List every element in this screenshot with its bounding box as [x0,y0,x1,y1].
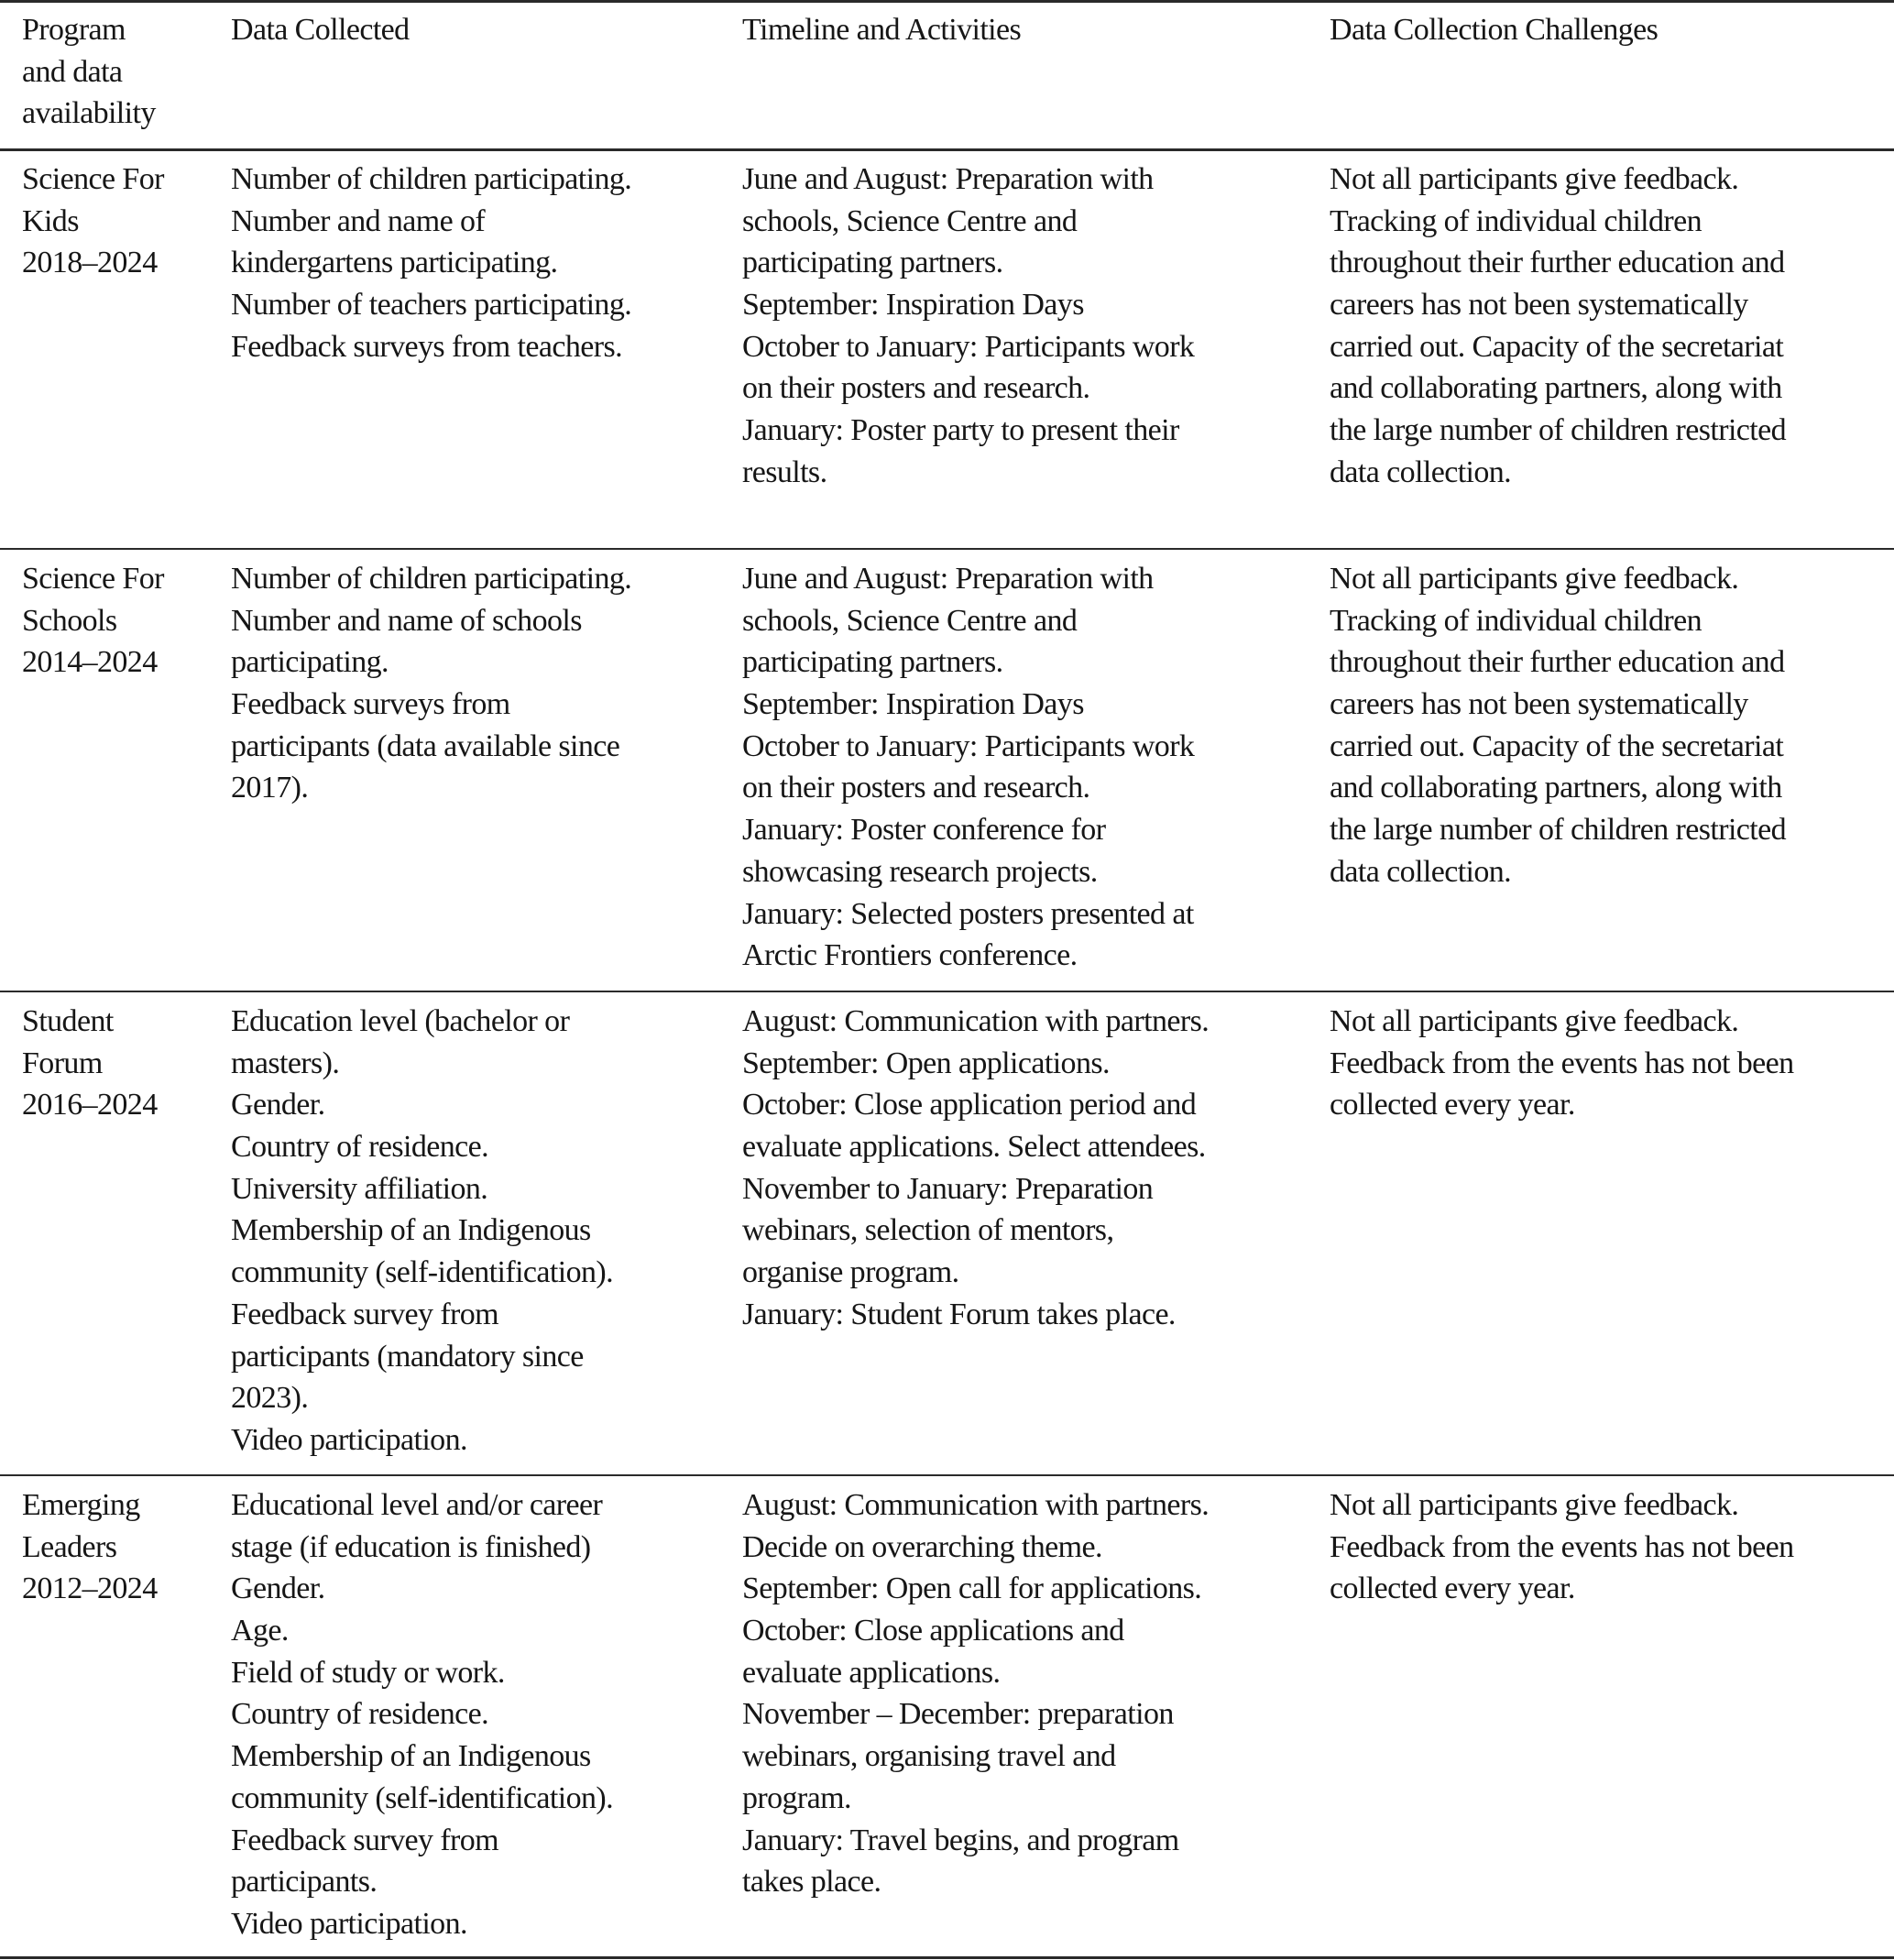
cell-line: carried out. Capacity of the secretariat [1330,728,1784,763]
cell-line: Educational level and/or career [231,1488,603,1522]
cell-line: Number and name of [231,203,486,238]
cell-line: Tracking of individual children [1330,603,1702,638]
cell-line: Student [22,1004,114,1038]
cell-line: Emerging [22,1488,140,1522]
cell-line: participating partners. [742,645,1003,680]
cell-line: Gender. [231,1088,325,1122]
cell-line: kindergartens participating. [231,246,558,280]
challenges-cell [1330,1484,1794,1610]
cell-line: September: Open applications. [742,1046,1110,1080]
cell-line: showcasing research projects. [742,854,1098,889]
challenges-cell [1330,1001,1794,1126]
cell-line: webinars, selection of mentors, [742,1213,1114,1248]
cell-line: Timeline and Activities [742,13,1022,47]
cell-line: 2023). [231,1381,309,1416]
row-divider [0,991,1894,992]
cell-line: masters). [231,1046,340,1080]
cell-line: Age. [231,1614,289,1648]
cell-line: Program [22,13,126,47]
cell-line: throughout their further education and [1330,246,1785,280]
cell-line: January: Poster conference for [742,813,1106,848]
cell-line: Membership of an Indigenous [231,1739,591,1774]
cell-line: 2012–2024 [22,1571,158,1606]
timeline-cell [742,1484,1209,1903]
cell-line: evaluate applications. Select attendees. [742,1130,1206,1165]
cell-line: Arctic Frontiers conference. [742,938,1078,973]
cell-line: Not all participants give feedback. [1330,1004,1739,1038]
cell-line: Data Collected [231,13,410,47]
row-divider [0,548,1894,550]
cell-line: Number and name of schools [231,603,582,638]
cell-line: Number of teachers participating. [231,288,632,323]
cell-line: Feedback surveys from [231,687,510,722]
cell-line: on their posters and research. [742,371,1090,406]
header-program [22,9,156,135]
cell-line: webinars, organising travel and [742,1739,1116,1774]
cell-line: availability [22,96,156,131]
cell-line: January: Travel begins, and program [742,1823,1179,1857]
timeline-cell [742,159,1194,494]
cell-line: University affiliation. [231,1171,488,1206]
cell-line: data collection. [1330,454,1512,489]
cell-line: Feedback surveys from teachers. [231,329,623,364]
header-data-collected [231,9,410,51]
cell-line: throughout their further education and [1330,645,1785,680]
cell-line: program. [742,1780,851,1815]
data-collected-cell [231,159,631,367]
cell-line: schools, Science Centre and [742,603,1078,638]
program-cell [22,1484,158,1610]
program-cell [22,1001,158,1126]
cell-line: data collection. [1330,854,1512,889]
cell-line: stage (if education is finished) [231,1529,591,1564]
cell-line: Country of residence. [231,1697,489,1732]
cell-line: Number of children participating. [231,562,632,596]
cell-line: Feedback survey from [231,1823,499,1857]
cell-line: organise program. [742,1255,959,1290]
cell-line: Feedback from the events has not been [1330,1529,1794,1564]
cell-line: Feedback from the events has not been [1330,1046,1794,1080]
challenges-cell [1330,159,1786,494]
cell-line: Not all participants give feedback. [1330,1488,1739,1522]
cell-line: participants. [231,1865,378,1900]
cell-line: October: Close application period and [742,1088,1197,1122]
cell-line: January: Poster party to present their [742,413,1179,448]
table-bottom-rule [0,1956,1894,1959]
cell-line: community (self-identification). [231,1255,614,1290]
timeline-cell [742,558,1194,977]
program-cell [22,558,164,684]
cell-line: 2017). [231,771,309,805]
program-cell [22,159,164,284]
cell-line: and collaborating partners, along with [1330,771,1782,805]
cell-line: Forum [22,1046,103,1080]
cell-line: August: Communication with partners. [742,1488,1210,1522]
cell-line: and collaborating partners, along with [1330,371,1782,406]
cell-line: 2016–2024 [22,1088,158,1122]
cell-line: collected every year. [1330,1571,1575,1606]
cell-line: Country of residence. [231,1130,489,1165]
cell-line: Science For [22,562,164,596]
cell-line: Science For [22,162,164,196]
cell-line: January: Student Forum takes place. [742,1297,1176,1331]
cell-line: careers has not been systematically [1330,687,1748,722]
cell-line: participants (data available since [231,728,620,763]
challenges-cell [1330,558,1786,893]
cell-line: schools, Science Centre and [742,203,1078,238]
cell-line: Kids [22,203,79,238]
cell-line: Leaders [22,1529,117,1564]
cell-line: evaluate applications. [742,1655,1001,1690]
cell-line: October: Close applications and [742,1614,1124,1648]
cell-line: Gender. [231,1571,325,1606]
header-rule [0,148,1894,151]
cell-line: the large number of children restricted [1330,813,1787,848]
cell-line: Video participation. [231,1906,467,1941]
cell-line: careers has not been systematically [1330,288,1748,323]
cell-line: Tracking of individual children [1330,203,1702,238]
cell-line: community (self-identification). [231,1780,614,1815]
cell-line: Number of children participating. [231,162,632,196]
cell-line: participating partners. [742,246,1003,280]
cell-line: September: Open call for applications. [742,1571,1202,1606]
cell-line: Field of study or work. [231,1655,505,1690]
data-collected-cell [231,1001,613,1462]
cell-line: October to January: Participants work [742,329,1195,364]
cell-line: Education level (bachelor or [231,1004,570,1038]
cell-line: August: Communication with partners. [742,1004,1210,1038]
cell-line: October to January: Participants work [742,728,1195,763]
cell-line: November to January: Preparation [742,1171,1154,1206]
cell-line: 2018–2024 [22,246,158,280]
cell-line: 2014–2024 [22,645,158,680]
cell-line: Decide on overarching theme. [742,1529,1102,1564]
cell-line: on their posters and research. [742,771,1090,805]
cell-line: Not all participants give feedback. [1330,562,1739,596]
cell-line: June and August: Preparation with [742,562,1154,596]
cell-line: September: Inspiration Days [742,687,1084,722]
header-challenges [1330,9,1658,51]
cell-line: participants (mandatory since [231,1339,584,1374]
row-divider [0,1474,1894,1476]
cell-line: carried out. Capacity of the secretariat [1330,329,1784,364]
cell-line: the large number of children restricted [1330,413,1787,448]
data-collected-cell [231,1484,613,1945]
cell-line: Membership of an Indigenous [231,1213,591,1248]
cell-line: January: Selected posters presented at [742,896,1194,931]
header-timeline [742,9,1021,51]
cell-line: September: Inspiration Days [742,288,1084,323]
cell-line: participating. [231,645,389,680]
timeline-cell [742,1001,1209,1336]
cell-line: Data Collection Challenges [1330,13,1659,47]
cell-line: June and August: Preparation with [742,162,1154,196]
cell-line: collected every year. [1330,1088,1575,1122]
cell-line: Video participation. [231,1422,467,1457]
table-top-rule [0,0,1894,3]
cell-line: Feedback survey from [231,1297,499,1331]
cell-line: November – December: preparation [742,1697,1174,1732]
cell-line: Schools [22,603,117,638]
cell-line: and data [22,54,123,89]
cell-line: takes place. [742,1865,881,1900]
cell-line: Not all participants give feedback. [1330,162,1739,196]
cell-line: results. [742,454,827,489]
data-collected-cell [231,558,631,809]
